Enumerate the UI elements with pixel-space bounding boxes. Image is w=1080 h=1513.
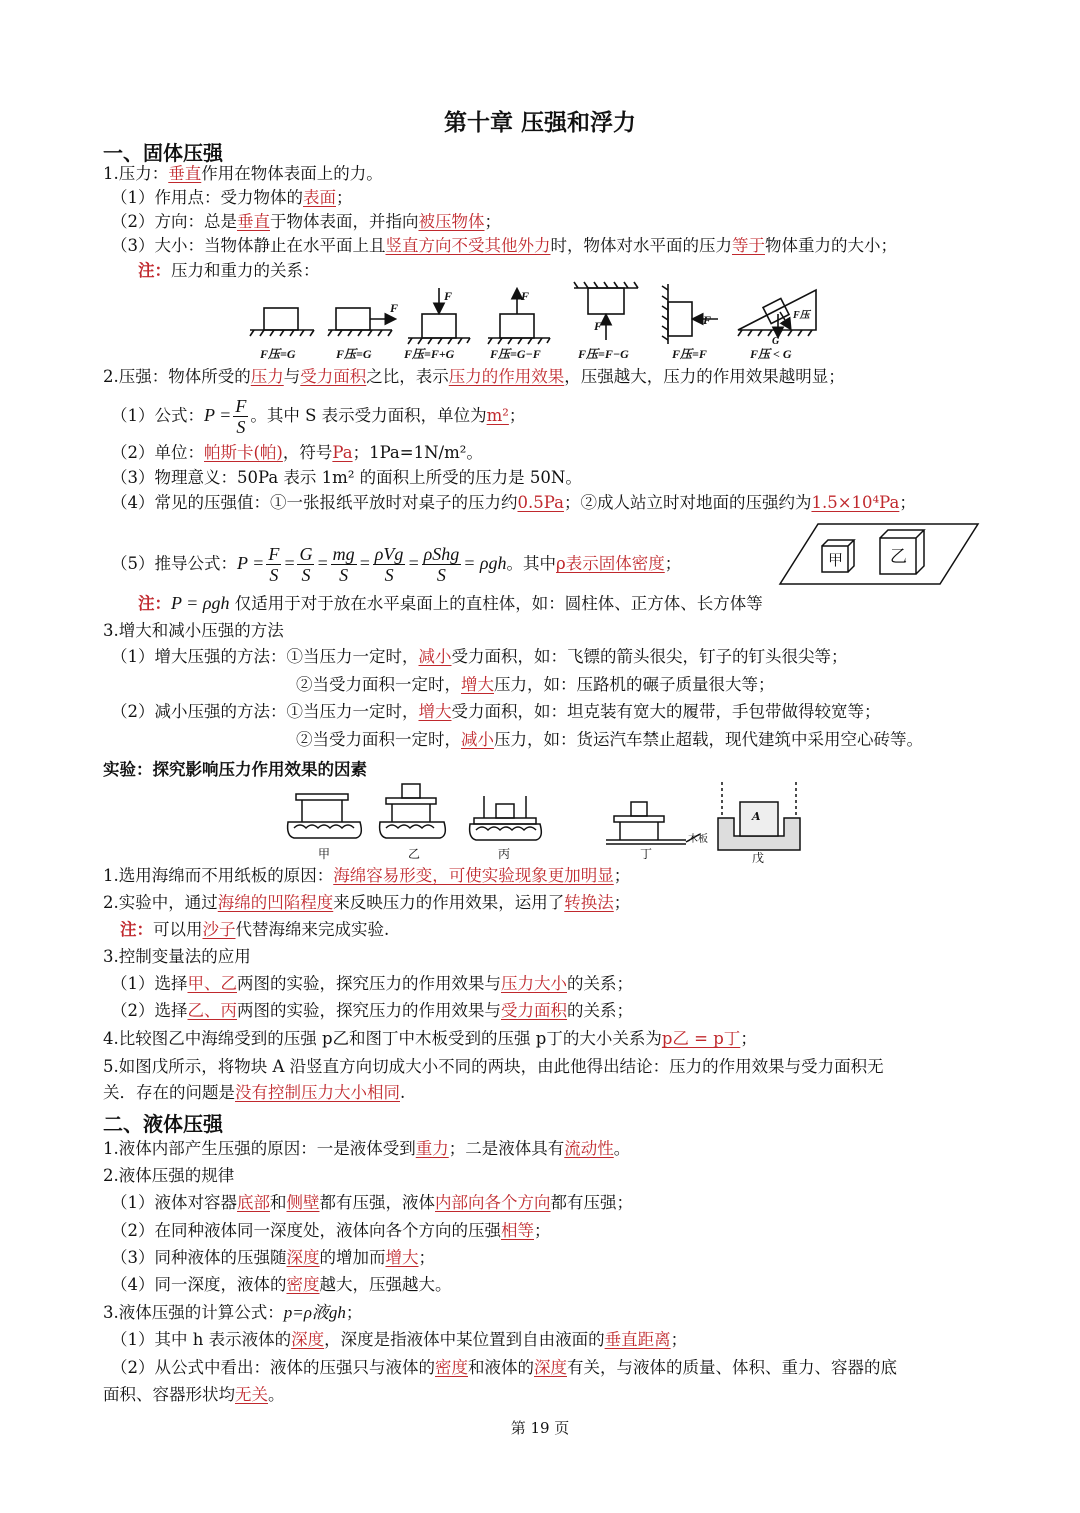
fig1-label-fpress-7: F压 — [793, 310, 810, 321]
line-exp-4: 4.比较图乙中海绵受到的压强 p乙和图丁中木板受到的压强 p丁的大小关系为p乙 = p丁； — [103, 1029, 757, 1048]
formula-fraction: $\frac{F}{S}$ — [235, 396, 247, 437]
line-pressure-def-2: 2.压强：物体所受的压力与受力面积之比，表示压力的作用效果，压强越大，压力的作用效果越明显； — [103, 367, 845, 386]
fig2-caption-jia: 甲 — [318, 847, 331, 861]
fig1-caption-3: F压=F+G — [404, 347, 455, 361]
line-common-values: （4）常见的压强值：①一张报纸平放时对桌子的压力约0.5Pa；②成人站立时对地面的压强约为1.5×10⁴Pa； — [111, 493, 916, 512]
line-exp-5: 5.如图戊所示，将物块 A 沿竖直方向切成大小不同的两块，由此他得出结论：压力的作用效果与受力面积无 — [103, 1057, 884, 1076]
line-liquid-2-1: （1）液体对容器底部和侧壁都有压强，液体内部向各个方向都有压强； — [111, 1193, 633, 1212]
fig1-caption-5: F压=F−G — [578, 347, 629, 361]
experiment-heading: 实验：探究影响压力作用效果的因素 — [103, 760, 367, 779]
line-methods-title: 3.增大和减小压强的方法 — [103, 621, 284, 640]
line-pressure-def: 1.压力：垂直作用在物体表面上的力。 — [103, 164, 383, 183]
line-liquid-1: 1.液体内部产生压强的原因：一是液体受到重力；二是液体具有流动性。 — [103, 1139, 631, 1158]
line-liquid-3-2: （2）从公式中看出：液体的压强只与液体的密度和液体的深度有关，与液体的质量、体积、重力、容器的底 — [111, 1358, 897, 1377]
fig1-label-f-6: F — [703, 313, 712, 327]
section-heading-liquid: 二、液体压强 — [103, 1112, 223, 1136]
line-liquid-3-2-cont: 面积、容器形状均无关。 — [103, 1385, 285, 1404]
line-exp-1: 1.选用海绵而不用纸板的原因：海绵容易形变，可使实验现象更加明显； — [103, 866, 631, 885]
line-liquid-2: 2.液体压强的规律 — [103, 1166, 235, 1185]
line-meaning: （3）物理意义：50Pa 表示 1m² 的面积上所受的压力是 50N。 — [111, 468, 582, 487]
fig2-board-label: 木板 — [688, 834, 708, 845]
line-action-point: （1）作用点：受力物体的表面； — [111, 188, 353, 207]
line-liquid-3: 3.液体压强的计算公式：p=ρ液gh； — [103, 1303, 363, 1322]
box-jia-label: 甲 — [828, 551, 844, 569]
line-exp-3-1: （1）选择甲、乙两图的实验，探究压力的作用效果与压力大小的关系； — [111, 974, 633, 993]
fig1-label-g-7: G — [772, 336, 780, 347]
line-formula: （1）公式：P = $\frac{F}{S}$ 。其中 S 表示受力面积，单位为m²； — [111, 396, 526, 437]
section-heading-solid: 一、固体压强 — [103, 141, 223, 165]
line-decrease-2: ②当受力面积一定时，减小压力，如：货运汽车禁止超载，现代建筑中采用空心砖等。 — [296, 730, 923, 749]
line-liquid-2-3: （3）同种液体的压强随深度的增加而增大； — [111, 1248, 435, 1267]
line-exp-5-cont: 关．存在的问题是没有控制压力大小相同. — [103, 1083, 406, 1102]
fig1-caption-4: F压=G−F — [490, 347, 541, 361]
line-magnitude: （3）大小：当物体静止在水平面上且竖直方向不受其他外力时，物体对水平面的压力等于物体重力的大小； — [111, 236, 897, 255]
line-liquid-3-1: （1）其中 h 表示液体的深度，深度是指液体中某位置到自由液面的垂直距离； — [111, 1330, 688, 1349]
box-yi-label: 乙 — [890, 547, 907, 567]
fig1-label-f-5: F — [594, 319, 603, 333]
line-increase-2: ②当受力面积一定时，增大压力，如：压路机的碾子质量很大等； — [296, 675, 775, 694]
fig1-label-f-4: F — [521, 289, 530, 303]
fig2-caption-bing: 丙 — [498, 847, 511, 861]
fig1-caption-7: F压 < G — [750, 347, 792, 361]
line-direction: （2）方向：总是垂直于物体表面，并指向被压物体； — [111, 212, 501, 231]
line-exp-3: 3.控制变量法的应用 — [103, 947, 251, 966]
fig2-caption-wu: 戊 — [752, 851, 765, 864]
fig2-caption-yi: 乙 — [408, 847, 421, 861]
fig1-label-f-3: F — [444, 289, 453, 303]
line-decrease-1: （2）减小压强的方法：①当压力一定时，增大受力面积，如：坦克装有宽大的履带，手包带做得较宽等； — [111, 702, 881, 721]
line-unit: （2）单位：帕斯卡(帕)，符号Pa；1Pa=1N/m²。 — [111, 443, 483, 462]
line-exp-2: 2.实验中，通过海绵的凹陷程度来反映压力的作用效果，运用了转换法； — [103, 893, 631, 912]
line-exp-3-2: （2）选择乙、丙两图的实验，探究压力的作用效果与受力面积的关系； — [111, 1001, 633, 1020]
fig1-caption-6: F压=F — [672, 347, 707, 361]
note-sand: 注：可以用沙子代替海绵来完成实验. — [120, 920, 390, 939]
fig2-caption-ding: 丁 — [640, 847, 653, 861]
note-rho-gh: 注：P = ρgh 仅适用于对于放在水平桌面上的直柱体，如：圆柱体、正方体、长方体等 — [138, 593, 763, 613]
line-derived-formula: （5）推导公式：P = $\frac{F}{S}$ = $\frac{G}{S}$ = $\frac{mg}{S}$ = $\frac{\text{ρVg}}{S}$ = $\frac{\text{ρShg}}{S}$ = ρgh。其中ρ表示固体密度； — [111, 544, 682, 585]
page-title: 第十章 压强和浮力 — [443, 110, 636, 136]
fig2-block-label: A — [752, 810, 761, 823]
note-pressure-gravity: 注：压力和重力的关系： — [138, 261, 320, 280]
fig1-caption-1: F压=G — [260, 347, 296, 361]
sponge-experiment-figure — [284, 778, 804, 864]
fig1-label-f-2: F — [390, 301, 399, 315]
line-increase-1: （1）增大压强的方法：①当压力一定时，减小受力面积，如：飞镖的箭头很尖，钉子的钉头很尖等； — [111, 647, 848, 666]
fig1-caption-2: F压=G — [336, 347, 372, 361]
line-liquid-2-2: （2）在同种液体同一深度处，液体向各个方向的压强相等； — [111, 1221, 551, 1240]
pressure-gravity-figure — [248, 280, 828, 366]
page-number: 第 19 页 — [510, 1419, 570, 1437]
table-boxes-figure — [778, 520, 982, 588]
line-liquid-2-4: （4）同一深度，液体的密度越大，压强越大。 — [111, 1275, 452, 1294]
